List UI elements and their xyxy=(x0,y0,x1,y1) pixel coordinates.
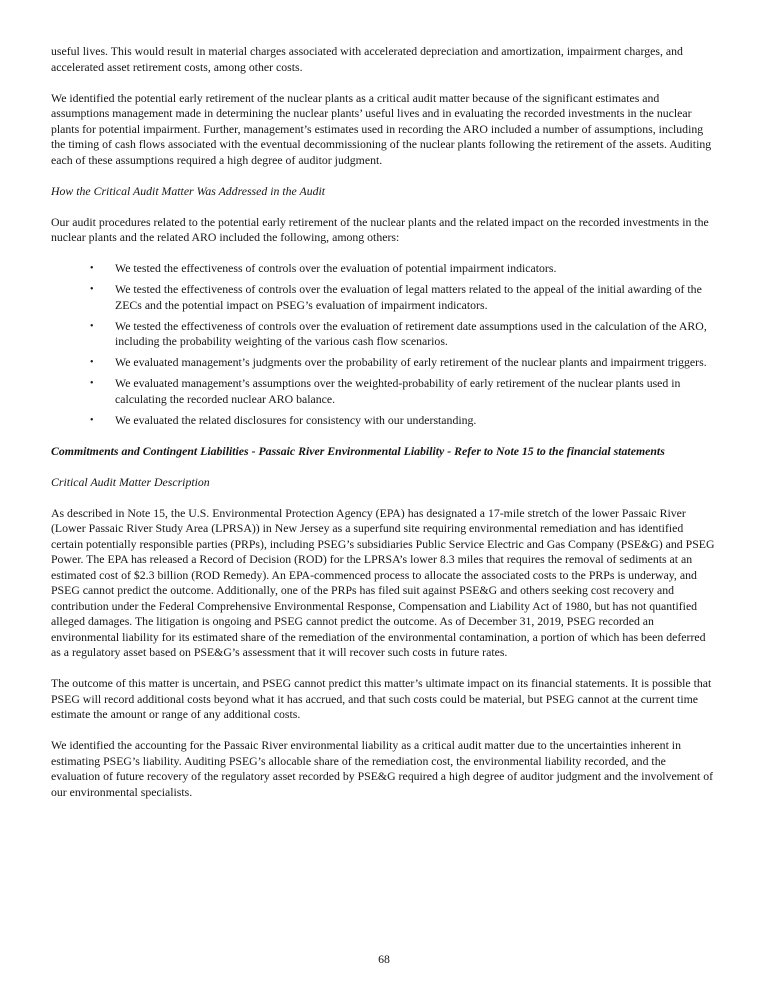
bullet-list-audit-procedures xyxy=(51,261,717,428)
paragraph-useful-lives: useful lives. This would result in material charges associated with accelerated depreciation and amortization, impairment charges, and accelerated asset retirement costs, among other costs. xyxy=(51,44,683,74)
paragraph-passaic-river-description: As described in Note 15, the U.S. Environmental Protection Agency (EPA) has designated a 17-mile stretch of the lower Passaic River (Lower Passaic River Study Area (LPRSA)) in New Jersey as a superfund site requiring environmental remediation and has identified certain potentially responsible parties (PRPs), including PSEG’s subsidiaries Public Service Electric and Gas Company (PSE&G) and PSEG Power. The EPA has released a Record of Decision (ROD) for the LPRSA’s lower 8.3 miles that requires the removal of sediments at an estimated cost of $2.3 billion (ROD Remedy). An EPA-commenced process to allocate the associated costs to the PRPs is underway, and PSEG cannot predict the outcome. Additionally, one of the PRPs has filed suit against PSE&G and others seeking cost recovery and contribution under the Federal Comprehensive Environmental Response, Compensation and Liability Act of 1980, but has not quantified alleged damages. The litigation is ongoing and PSEG cannot predict the outcome. As of December 31, 2019, PSEG recorded an environmental liability for its estimated share of the remediation of the environmental contamination, a portion of which has been deferred as a regulatory asset based on PSE&G’s assessment that it will recover such costs in future rates. xyxy=(51,505,715,659)
list-item xyxy=(90,376,717,407)
paragraph-outcome-uncertain: The outcome of this matter is uncertain, and PSEG cannot predict this matter’s ultimate impact on its financial statements. It is possible that PSEG will record additional costs beyond what it has accrued, and that such costs could be material, but PSEG cannot at the current time estimate the amount or range of any additional costs. xyxy=(51,676,712,721)
paragraph-passaic-critical-audit-matter: We identified the accounting for the Passaic River environmental liability as a critical audit matter due to the uncertainties inherent in estimating PSEG’s liability. Auditing PSEG’s allocable share of the remediation cost, the environmental liability recorded, and the evaluation of future recovery of the regulatory asset recorded by PSE&G required a high degree of auditor judgment and the involvement of our environmental specialists. xyxy=(51,738,714,799)
list-item xyxy=(90,261,717,277)
list-item xyxy=(90,412,717,429)
list-item-text: We tested the effectiveness of controls over the evaluation of retirement date assumptions used in the calculation of the ARO, including the probability weighting of the various cash flow scenarios. xyxy=(115,318,707,348)
list-item-text: We evaluated management’s judgments over the probability of early retirement of the nuclear plants and impairment triggers. xyxy=(115,355,707,369)
section-heading-commitments-contingent-liabilities: Commitments and Contingent Liabilities - Passaic River Environmental Liability - Refer to Note 15 to the financial statements xyxy=(51,443,665,458)
paragraph-audit-procedures: Our audit procedures related to the potential early retirement of the nuclear plants and the related impact on the recorded investments in the nuclear plants and the related ARO included the following, among others: xyxy=(51,214,709,244)
bullet-icon: • xyxy=(90,414,94,426)
list-item xyxy=(90,318,717,350)
list-item-text: We evaluated management’s assumptions over the weighted-probability of early retirement of the nuclear plants used in calculating the recorded nuclear ARO balance. xyxy=(115,376,681,406)
list-item xyxy=(90,355,717,371)
list-item-text: We evaluated the related disclosures for consistency with our understanding. xyxy=(115,412,477,427)
bullet-icon: • xyxy=(90,320,94,332)
section-heading-how-addressed: How the Critical Audit Matter Was Addressed in the Audit xyxy=(51,183,326,198)
bullet-icon: • xyxy=(90,284,94,295)
paragraph-nuclear-critical-audit-matter: We identified the potential early retirement of the nuclear plants as a critical audit matter because of the significant estimates and assumptions management made in determining the nuclear plants’ useful lives and in evaluating the recorded investments in the nuclear plants for potential impairment. Further, management’s estimates used in recording the ARO included a number of assumptions, including the timing of cash flows associated with the eventual decommissioning of the nuclear plants following the retirement of the assets. Auditing each of these assumptions required a high degree of auditor judgment. xyxy=(51,90,712,167)
section-heading-critical-audit-matter-description: Critical Audit Matter Description xyxy=(51,474,210,489)
list-item-text: We tested the effectiveness of controls over the evaluation of potential impairment indicators. xyxy=(115,261,557,275)
page-number: 68 xyxy=(378,952,390,966)
list-item-text: We tested the effectiveness of controls over the evaluation of legal matters related to the appeal of the initial awarding of the ZECs and the potential impact on PSEG’s evaluation of impairment indicators. xyxy=(115,282,702,312)
bullet-icon: • xyxy=(90,263,94,274)
bullet-icon: • xyxy=(90,378,94,389)
list-item xyxy=(90,282,717,313)
bullet-icon: • xyxy=(90,357,94,368)
